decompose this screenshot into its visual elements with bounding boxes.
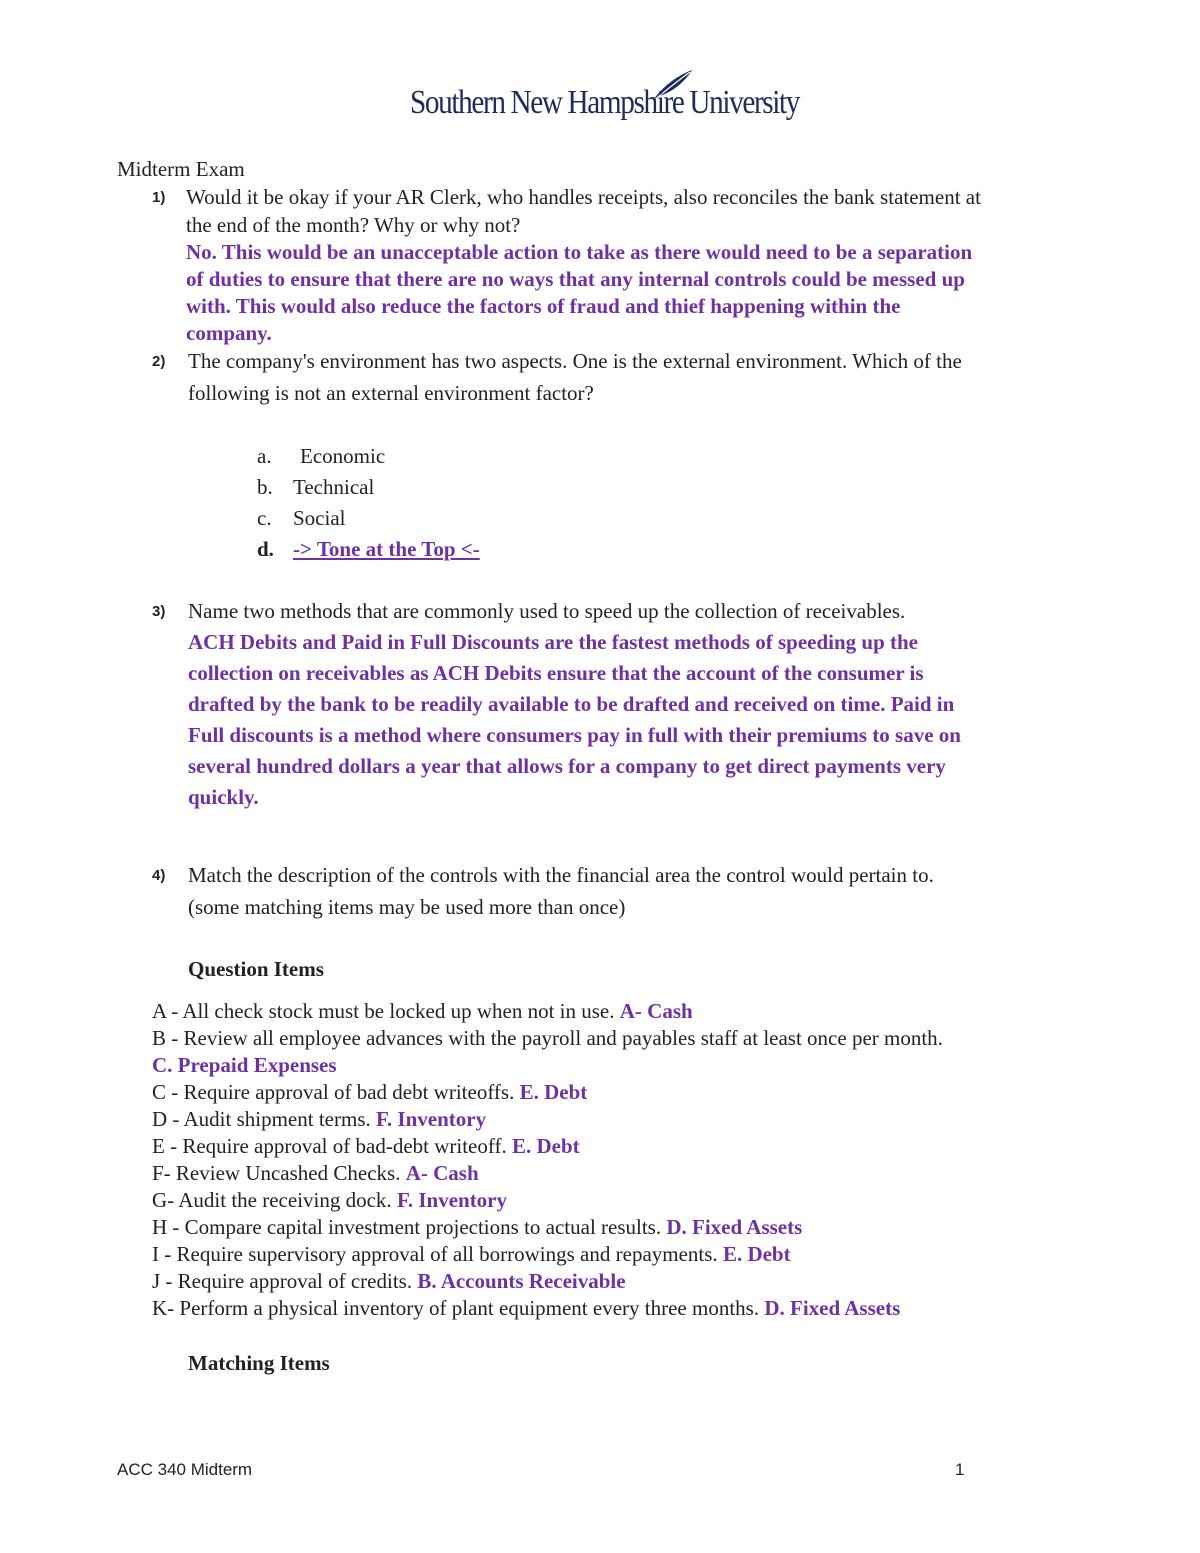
match-item xyxy=(152,1214,802,1241)
match-item-answer: C. Prepaid Expenses xyxy=(152,1053,337,1077)
match-item-answer: D. Fixed Assets xyxy=(666,1215,803,1239)
answer-3-line: ACH Debits and Paid in Full Discounts are the fastest methods of speeding up the xyxy=(188,630,919,654)
matching-items-heading: Matching Items xyxy=(188,1351,330,1375)
match-item-text: I - Require supervisory approval of all borrowings and repayments. xyxy=(152,1242,718,1266)
match-item-text: K- Perform a physical inventory of plant equipment every three months. xyxy=(152,1296,760,1320)
match-item-text: G- Audit the receiving dock. xyxy=(152,1188,392,1212)
option-letter: d. xyxy=(257,537,274,561)
match-item xyxy=(152,1187,507,1214)
question-number-2: 2) xyxy=(152,353,166,370)
option-text: Social xyxy=(293,506,346,530)
match-item-answer: E. Debt xyxy=(519,1080,588,1104)
logo-text: Southern New Hampshire University xyxy=(410,84,800,121)
answer-1-line: of duties to ensure that there are no ways that any internal controls could be messed up xyxy=(186,267,965,291)
match-item-answer: F. Inventory xyxy=(396,1188,508,1212)
question-number-4: 4) xyxy=(152,867,166,884)
match-item xyxy=(152,1241,791,1268)
university-logo xyxy=(410,68,800,130)
answer-3-line: drafted by the bank to be readily available to be drafted and received on time. Paid in xyxy=(188,692,955,716)
match-item xyxy=(152,1133,580,1160)
option-letter: c. xyxy=(257,506,272,530)
match-item-text: A - All check stock must be locked up when not in use. xyxy=(152,999,615,1023)
question-4-line: Match the description of the controls with the financial area the control would pertain to. xyxy=(188,863,934,887)
match-item-text: F- Review Uncashed Checks. xyxy=(152,1161,401,1185)
option-letter: a. xyxy=(257,444,272,468)
match-item-answer: F. Inventory xyxy=(376,1107,487,1131)
answer-1-line: with. This would also reduce the factors of fraud and thief happening within the xyxy=(186,294,901,318)
answer-3-line: collection on receivables as ACH Debits ensure that the account of the consumer is xyxy=(188,661,924,685)
question-number-1: 1) xyxy=(152,189,166,206)
match-item-text: E - Require approval of bad-debt writeoff. xyxy=(152,1134,507,1158)
match-item xyxy=(152,1052,337,1079)
match-item-answer: A- Cash xyxy=(619,999,693,1023)
question-4-line: (some matching items may be used more than once) xyxy=(188,895,626,919)
option-letter: b. xyxy=(257,475,273,499)
match-item xyxy=(152,998,693,1025)
match-item-answer: E. Debt xyxy=(722,1242,791,1266)
match-item xyxy=(152,1079,587,1106)
match-item-answer: E. Debt xyxy=(511,1134,580,1158)
match-item xyxy=(152,1160,479,1187)
question-2-line: following is not an external environment factor? xyxy=(188,381,594,405)
question-1-line: Would it be okay if your AR Clerk, who handles receipts, also reconciles the bank statement at xyxy=(186,185,981,209)
match-item-text: H - Compare capital investment projections to actual results. xyxy=(152,1215,662,1239)
selected-answer-link[interactable]: -> Tone at the Top <- xyxy=(293,537,480,561)
match-item xyxy=(152,1106,486,1133)
question-3-line: Name two methods that are commonly used to speed up the collection of receivables. xyxy=(188,599,906,623)
match-item-answer: B. Accounts Receivable xyxy=(417,1269,626,1293)
footer-course-label: ACC 340 Midterm xyxy=(117,1460,253,1479)
page-number: 1 xyxy=(955,1460,965,1479)
question-2-line: The company's environment has two aspects. One is the external environment. Which of the xyxy=(188,349,962,373)
match-item-text: D - Audit shipment terms. xyxy=(152,1107,371,1131)
answer-3-line: several hundred dollars a year that allows for a company to get direct payments very xyxy=(188,754,946,778)
question-number-3: 3) xyxy=(152,603,166,620)
match-item-answer: A- Cash xyxy=(405,1161,479,1185)
answer-1-line: No. This would be an unacceptable action to take as there would need to be a separation xyxy=(186,240,973,264)
answer-3-line: quickly. xyxy=(188,785,259,809)
answer-1-line: company. xyxy=(186,321,272,345)
match-item xyxy=(152,1268,626,1295)
match-item-answer: D. Fixed Assets xyxy=(764,1296,901,1320)
question-items-heading: Question Items xyxy=(188,957,324,981)
match-item xyxy=(152,1295,900,1322)
match-item xyxy=(152,1025,943,1052)
exam-title: Midterm Exam xyxy=(117,157,245,181)
match-item-text: C - Require approval of bad debt writeoffs. xyxy=(152,1080,515,1104)
question-1-line: the end of the month? Why or why not? xyxy=(186,213,521,237)
option-text: Technical xyxy=(293,475,375,499)
match-item-text: J - Require approval of credits. xyxy=(152,1269,413,1293)
option-text: Economic xyxy=(300,444,386,468)
match-item-text: B - Review all employee advances with the payroll and payables staff at least once per month. xyxy=(152,1026,943,1050)
answer-3-line: Full discounts is a method where consumers pay in full with their premiums to save on xyxy=(188,723,961,747)
